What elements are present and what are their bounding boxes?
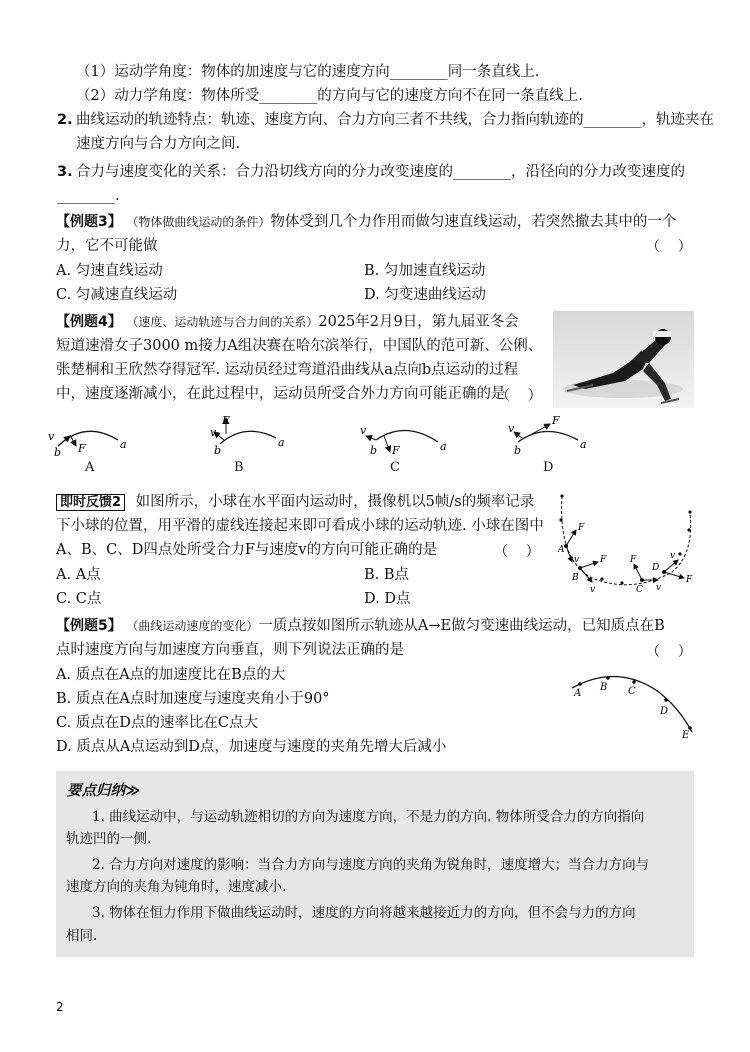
svg-text:a: a <box>440 440 447 453</box>
line-force-velocity: 合力与速度变化的关系：合力沿切线方向的分力改变速度的________，沿径向的分力改变速度的 <box>76 164 685 180</box>
svg-text:v: v <box>670 551 676 561</box>
feedback2-option-a: A. A点 <box>56 567 101 583</box>
svg-text:v: v <box>590 585 596 595</box>
feedback2-option-d: D. D点 <box>364 591 411 607</box>
svg-text:F: F <box>222 414 230 427</box>
example4-figure-label-a: A <box>85 460 95 475</box>
example4-figure-label-c: C <box>390 460 400 475</box>
key-point-3-cont: 相同. <box>66 928 98 944</box>
key-point-1-cont: 轨迹凹的一侧. <box>66 831 152 847</box>
example5-option-b: B. 质点在A点时加速度与速度夹角小于90° <box>56 691 330 707</box>
example4-note: （速度、运动轨迹与合力间的关系） <box>126 315 319 329</box>
example3-note: （物体做曲线运动的条件） <box>126 215 271 229</box>
curve-a-to-e-figure <box>566 668 696 740</box>
example5-question <box>56 616 665 636</box>
example4-line3: 张楚桐和王欣然夺得冠军. 运动员经过弯道沿曲线从a点向b点运动的过程 <box>56 362 519 378</box>
line-kinematics: （1）运动学角度：物体的加速度与它的速度方向________同一条直线上. <box>76 64 540 80</box>
key-points-box <box>56 771 694 957</box>
feedback2-option-b: B. B点 <box>364 567 410 583</box>
svg-text:b: b <box>514 444 522 457</box>
svg-text:b: b <box>54 446 62 459</box>
svg-text:F: F <box>78 442 86 455</box>
svg-text:F: F <box>552 414 560 427</box>
example3-option-c: C. 匀减速直线运动 <box>56 287 178 303</box>
svg-text:a: a <box>120 438 127 451</box>
example3-option-b: B. 匀加速直线运动 <box>364 263 486 279</box>
example5-option-a: A. 质点在A点的加速度比在B点的大 <box>56 667 286 683</box>
example5-tag: 【例题5】 <box>56 618 122 634</box>
line-trajectory: 曲线运动的轨迹特点：轨迹、速度方向、合力方向三者不共线，合力指向轨迹的________，轨迹夹在 <box>76 112 714 128</box>
example5-answer-paren: （ ） <box>646 644 692 660</box>
svg-text:v: v <box>210 426 217 439</box>
svg-text:D: D <box>660 706 669 717</box>
example3-option-a: A. 匀速直线运动 <box>56 263 163 279</box>
example5-note: （曲线运动速度的变化） <box>126 619 259 633</box>
svg-text:b: b <box>370 444 378 457</box>
speed-skater-photo <box>553 311 694 408</box>
svg-text:v: v <box>508 422 515 435</box>
example3-text: 物体受到几个力作用而做匀速直线运动，若突然撤去其中的一个 <box>270 214 677 230</box>
example5-text: 一质点按如图所示轨迹从A→E做匀变速曲线运动，已知质点在B <box>258 618 665 634</box>
item-number-2: 2. <box>57 112 73 128</box>
svg-text:v: v <box>574 555 580 565</box>
example3-tag: 【例题3】 <box>56 214 122 230</box>
example5-option-c: C. 质点在D点的速率比在C点大 <box>56 715 259 731</box>
example4-answer-paren: （ ） <box>496 388 542 404</box>
example5-option-d: D. 质点从A点运动到D点，加速度与速度的夹角先增大后减小 <box>56 739 447 755</box>
svg-text:v: v <box>48 430 55 443</box>
example4-text: 2025年2月9日，第九届亚冬会 <box>318 314 519 330</box>
example3-question-cont: 力，它不可能做 <box>56 238 158 254</box>
line-dynamics: （2）动力学角度：物体所受________的方向与它的速度方向不在同一条直线上. <box>76 88 583 104</box>
page-number: 2 <box>56 1000 64 1014</box>
svg-text:F: F <box>686 575 693 585</box>
svg-text:F: F <box>578 523 585 533</box>
example4-tag: 【例题4】 <box>56 314 122 330</box>
svg-text:D: D <box>652 563 660 573</box>
example4-question <box>56 312 519 332</box>
ball-trajectory-figure <box>552 490 698 598</box>
svg-text:F: F <box>392 444 400 457</box>
line-trajectory-cont: 速度方向与合力方向之间. <box>76 136 241 152</box>
example4-option-figures <box>40 410 600 460</box>
example4-line2: 短道速滑女子3000 m接力A组决赛在哈尔滨举行，中国队的范可新、公俐、 <box>56 338 543 354</box>
svg-text:v: v <box>656 583 662 593</box>
svg-text:a: a <box>278 436 285 449</box>
svg-text:B: B <box>572 573 579 583</box>
svg-text:A: A <box>558 545 565 555</box>
feedback2-tag: 即时反馈2 <box>56 494 125 511</box>
example5-line2: 点时速度方向与加速度方向垂直，则下列说法正确的是 <box>56 642 404 658</box>
svg-text:E: E <box>682 730 690 740</box>
feedback2-line2: 下小球的位置，用平滑的虚线连接起来即可看成小球的运动轨迹. 小球在图中 <box>56 518 544 534</box>
key-point-2: 2. 合力方向对速度的影响：当合力方向与速度方向的夹角为锐角时，速度增大；当合力方向与 <box>92 857 650 873</box>
feedback2-answer-paren: （ ） <box>494 544 540 560</box>
svg-text:A: A <box>574 688 582 699</box>
svg-text:v: v <box>360 424 367 437</box>
svg-text:F: F <box>630 555 637 565</box>
key-points-title: 要点归纳≫ <box>67 783 141 799</box>
svg-text:B: B <box>600 682 608 693</box>
feedback2-text: 如图所示，小球在水平面内运动时，摄像机以5帧/s的频率记录 <box>135 494 535 510</box>
svg-text:F: F <box>600 555 607 565</box>
feedback2-option-c: C. C点 <box>56 591 102 607</box>
example4-figure-label-b: B <box>234 460 244 475</box>
example3-question <box>56 212 676 232</box>
svg-text:a: a <box>580 438 587 451</box>
svg-text:b: b <box>214 444 222 457</box>
feedback2-question <box>56 492 534 513</box>
line-force-velocity-cont: ________. <box>57 188 120 204</box>
example3-answer-paren: （ ） <box>646 239 692 255</box>
svg-text:C: C <box>636 585 643 595</box>
example3-option-d: D. 匀变速曲线运动 <box>364 287 486 303</box>
svg-text:C: C <box>628 686 636 697</box>
feedback2-line3: A、B、C、D四点处所受合力F与速度v的方向可能正确的是 <box>56 542 438 558</box>
key-point-1: 1. 曲线运动中，与运动轨迹相切的方向为速度方向，不是力的方向. 物体所受合力的方向指向 <box>92 809 645 825</box>
item-number-3: 3. <box>57 164 73 180</box>
example4-figure-label-d: D <box>543 460 554 475</box>
example4-line4: 中，速度逐渐减小，在此过程中，运动员所受合外力方向可能正确的是 <box>56 386 506 402</box>
key-point-2-cont: 速度方向的夹角为钝角时，速度减小. <box>66 879 287 895</box>
key-point-3: 3. 物体在恒力作用下做曲线运动时，速度的方向将越来越接近力的方向，但不会与力的方向 <box>92 905 636 921</box>
